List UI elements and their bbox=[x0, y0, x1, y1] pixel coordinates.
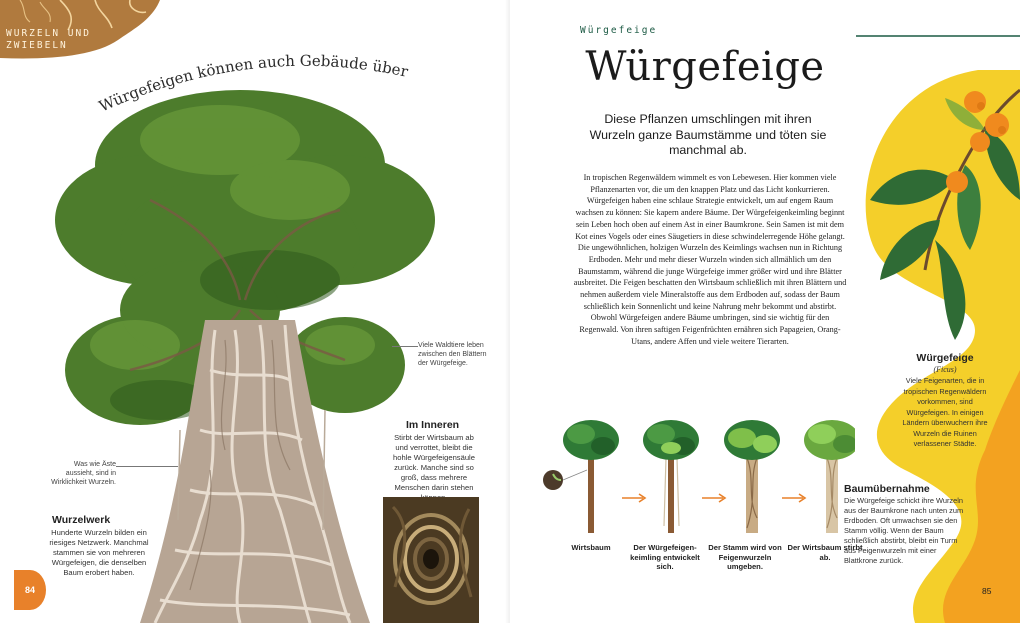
intro-text: Diese Pflanzen umschlingen mit ihren Wurzeln ganze Baumstämme und töten sie manchmal ab. bbox=[589, 112, 827, 157]
wurzelwerk-title: Wurzelwerk bbox=[52, 514, 111, 526]
takeover-text: Die Würgefeige schickt ihre Wurzeln aus der Baumkrone nach unten zum Erdboden. Oft umwachsen sie den Stamm völlig. Wenn der Baum schließlich abstirbt, bleibt ein Turm aus Feigenwurzeln mit einer Blattkrone zurück. bbox=[844, 496, 964, 565]
hollow-fig-photo bbox=[383, 497, 479, 623]
step-label-1: Wirtsbaum bbox=[571, 543, 611, 552]
section-tab-label: WURZELN UND ZWIEBELN bbox=[6, 28, 91, 51]
section-tab-label-right: Würgefeige bbox=[580, 25, 658, 36]
headline-text: Würgefeigen können auch Gebäude über bbox=[96, 51, 410, 116]
step-1-tree bbox=[543, 420, 619, 533]
step-label-3: Der Stamm wird von Feigenwurzeln umgeben. bbox=[708, 543, 782, 572]
caption-roots: Was wie Äste aussieht, sind in Wirklichkeit Wurzeln. bbox=[51, 461, 116, 486]
step-3-tree bbox=[724, 420, 780, 533]
body-text: In tropischen Regenwäldern wimmelt es von Lebewesen. Hier kommen viele Pflanzenarten vor, die um den knappen Platz und das Licht konkurrieren. Würgefeigen haben eine schlaue Strategie entwickelt, um auf engem Raum wachsen zu können: Sie kapern andere Bäume. Der Würgefeigenkeimling beginnt sein Leben hoch oben auf einem Ast in einer Baumkrone. Sein Samen ist mit dem Kot eines Vogels oder eines Säugetiers in diese schwindelerregende Höhe gelangt. Die ungewöhnlichen, holzigen Wurzeln des Keimlings wachsen nun in Richtung Erdboden. Mehr und mehr dieser Wurzeln winden sich allmählich um den Baumstamm, während die junge Würgefeige immer größer wird und ihre Blätter ausbreitet. Die Feigen beschatten den Wirtsbaum schließlich mit ihren Blättern und nehmen außerdem viele Mineralstoffe aus dem Erdboden auf, sodass der Baum schließlich kein Sonnenlicht und keine Nahrung mehr bekommt und abstirbt. Obwohl Würgefeigen andere Bäume umbringen, sind sie wichtig für den Regenwald. Von ihren saftigen Feigenfrüchten ernähren sich Papageien, Orang-Utans, andere Affen und viele weitere Tierarten. bbox=[573, 173, 847, 346]
leader-line-roots bbox=[116, 466, 178, 467]
wurzelwerk-text: Hunderte Wurzeln bilden ein riesiges Netzwerk. Manchmal stammen sie von mehreren Würgefeigen, die denselben Baum erobert haben. bbox=[49, 528, 149, 577]
takeover-steps-illustration bbox=[535, 408, 855, 543]
inneren-title: Im Inneren bbox=[406, 419, 460, 431]
side-species-latin: (Ficus) bbox=[933, 365, 957, 374]
side-species-text: Viele Feigenarten, die in tropischen Regenwäldern vorkommen, sind Würgefeigen. In einigen Ländern überwuchern ihre Wurzeln die Ruinen verlassener Städte. bbox=[902, 376, 988, 448]
page-number-right: 85 bbox=[982, 586, 992, 596]
step-label-4: Der Wirtsbaum stirbt ab. bbox=[787, 543, 863, 562]
page-number-left: 84 bbox=[14, 570, 46, 610]
takeover-title: Baumübernahme bbox=[844, 483, 930, 495]
step-2-tree bbox=[643, 420, 699, 533]
side-species-title: Würgefeige bbox=[916, 352, 974, 364]
leader-line-leaves bbox=[392, 346, 418, 347]
step-label-2: Der Würgefeigen-keimling entwickelt sich. bbox=[630, 543, 700, 572]
section-tab-line bbox=[856, 22, 1020, 38]
right-page bbox=[510, 0, 1020, 623]
page-title: Würgefeige bbox=[585, 44, 825, 90]
inneren-text: Stirbt der Wirtsbaum ab und verrottet, bleibt die hohle Würgefeigensäule zurück. Manche sind so groß, dass mehrere Menschen darin stehen bbox=[393, 433, 475, 492]
caption-leaves: Viele Waldtiere leben zwischen den Blättern der Würgefeige. bbox=[418, 342, 487, 367]
